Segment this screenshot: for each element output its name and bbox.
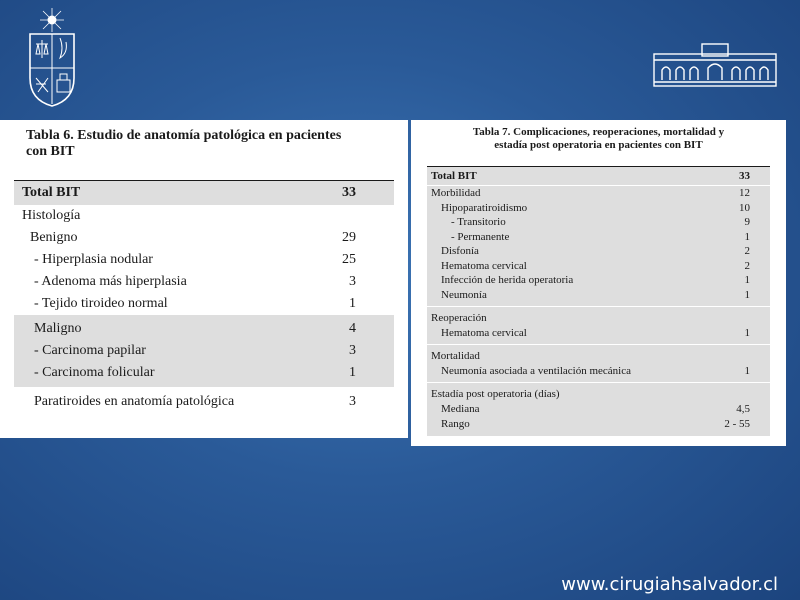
table-row: Estadía post operatoria (días) (431, 388, 560, 401)
table-row: Maligno 4 (34, 321, 356, 336)
table-row: Disfonía 2 (441, 245, 750, 258)
table-row: Hematoma cervical 2 (441, 259, 750, 272)
table-7-title: Tabla 7. Complicaciones, reoperaciones, mortalidad y (472, 126, 725, 138)
table-row: Neumonía 1 (441, 288, 750, 301)
table-6-maligno-group (14, 315, 394, 387)
table-6-title: Tabla 6. Estudio de anatomía patológica en pacientes (26, 128, 342, 143)
table-row: Paratiroides en anatomía patológica 3 (34, 394, 356, 409)
table-row: Total BIT 33 (14, 181, 394, 205)
website-url: www.cirugiahsalvador.cl (561, 574, 778, 595)
hospital-building-icon (652, 40, 778, 90)
table-7 (427, 166, 770, 436)
table-6-panel (0, 120, 408, 438)
table-row: Total BIT 33 (431, 170, 750, 182)
table-row: Rango 2 - 55 (441, 418, 750, 430)
table-row: Hipoparatiroidismo 10 (441, 201, 750, 214)
table-6 (14, 180, 394, 417)
table-7-title-line2: estadía post operatoria en pacientes con BIT (494, 139, 703, 151)
table-row: - Permanente 1 (451, 230, 750, 243)
table-row: - Tejido tiroideo normal 1 (34, 296, 356, 311)
table-row: - Transitorio 9 (451, 216, 750, 229)
table-row: Mortalidad (431, 350, 480, 363)
table-row: Hematoma cervical 1 (441, 326, 750, 339)
table-row: - Hiperplasia nodular 25 (34, 252, 356, 267)
table-row: Infección de herida operatoria 1 (441, 274, 750, 287)
table-row: - Adenoma más hiperplasia 3 (34, 274, 356, 289)
table-row: - Carcinoma folicular 1 (34, 365, 356, 380)
table-row: Benigno 29 (30, 230, 356, 245)
table-row: Morbilidad 12 (431, 187, 750, 200)
table-7-panel (411, 120, 786, 446)
table-row: Histología (22, 208, 81, 223)
table-row: Reoperación (431, 312, 487, 325)
table-6-title-line2: con BIT (26, 144, 75, 159)
table-row: Neumonía asociada a ventilación mecánica 1 (441, 364, 750, 377)
table-row: Mediana 4,5 (441, 402, 750, 415)
table-row: - Carcinoma papilar 3 (34, 343, 356, 358)
university-crest-icon (24, 8, 80, 108)
